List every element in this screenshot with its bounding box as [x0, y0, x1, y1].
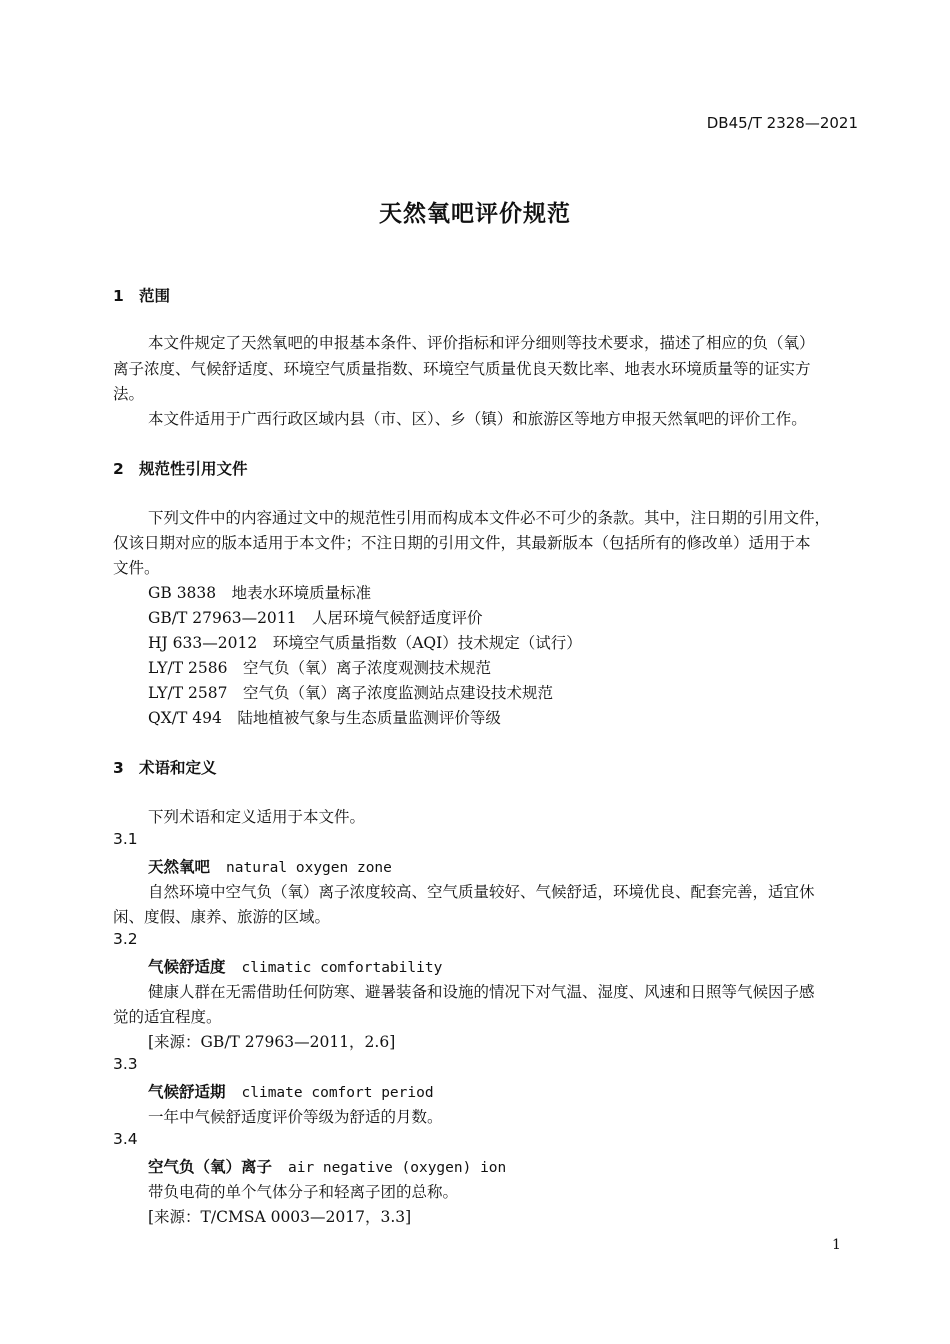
- term-en: air negative (oxygen) ion: [288, 1160, 507, 1176]
- section-number: 2: [113, 460, 124, 478]
- clause-number: 3.3: [113, 1055, 138, 1073]
- section-title: 术语和定义: [139, 759, 217, 777]
- document-number: DB45/T 2328—2021: [706, 114, 858, 132]
- term-title: [148, 955, 442, 977]
- section-title: 范围: [139, 287, 171, 305]
- section-3-heading: [113, 756, 217, 778]
- clause-number: 3.2: [113, 930, 138, 948]
- s2-paragraph-line-2: 仅该日期对应的版本适用于本文件；不注日期的引用文件，其最新版本（包括所有的修改单）适用于本: [113, 534, 811, 552]
- term-zh: 气候舒适期: [148, 1083, 226, 1101]
- s1-paragraph-2: 本文件适用于广西行政区域内县（市、区）、乡（镇）和旅游区等地方申报天然氧吧的评价工作。: [148, 410, 807, 428]
- term-definition-line-1: 带负电荷的单个气体分子和轻离子团的总称。: [148, 1183, 459, 1201]
- term-title: [148, 855, 392, 877]
- term-definition-line-1: 自然环境中空气负（氧）离子浓度较高、空气质量较好、气候舒适，环境优良、配套完善，适宜休: [148, 883, 815, 901]
- section-2-heading: [113, 457, 248, 479]
- term-zh: 气候舒适度: [148, 958, 226, 976]
- section-number: 3: [113, 759, 124, 777]
- reference-item: LY/T 2587 空气负（氧）离子浓度监测站点建设技术规范: [148, 684, 553, 702]
- reference-item: GB/T 27963—2011 人居环境气候舒适度评价: [148, 609, 483, 627]
- clause-number: 3.4: [113, 1130, 138, 1148]
- term-definition-line-2: 闲、度假、康养、旅游的区域。: [113, 908, 331, 926]
- s1-paragraph-1-line-2: 离子浓度、气候舒适度、环境空气质量指数、环境空气质量优良天数比率、地表水环境质量等的证实方: [113, 360, 811, 378]
- term-zh: 天然氧吧: [148, 858, 211, 876]
- term-en: climate comfort period: [241, 1085, 434, 1101]
- s2-paragraph-line-1: 下列文件中的内容通过文中的规范性引用而构成本文件必不可少的条款。其中，注日期的引用文件，: [148, 509, 831, 527]
- page-number: 1: [832, 1237, 841, 1253]
- term-definition-line-1: 一年中气候舒适度评价等级为舒适的月数。: [148, 1108, 443, 1126]
- term-definition-line-1: 健康人群在无需借助任何防寒、避暑装备和设施的情况下对气温、湿度、风速和日照等气候因子感: [148, 983, 815, 1001]
- reference-item: HJ 633—2012 环境空气质量指数（AQI）技术规定（试行）: [148, 634, 582, 652]
- term-en: natural oxygen zone: [226, 860, 392, 876]
- reference-item: GB 3838 地表水环境质量标准: [148, 584, 372, 602]
- reference-item: LY/T 2586 空气负（氧）离子浓度观测技术规范: [148, 659, 491, 677]
- term-definition-line-2: 觉的适宜程度。: [113, 1008, 222, 1026]
- term-source: [来源：T/CMSA 0003—2017，3.3]: [148, 1208, 412, 1226]
- term-source: [来源：GB/T 27963—2011，2.6]: [148, 1033, 396, 1051]
- section-number: 1: [113, 287, 124, 305]
- clause-number: 3.1: [113, 830, 138, 848]
- s1-paragraph-1-line-1: 本文件规定了天然氧吧的申报基本条件、评价指标和评分细则等技术要求，描述了相应的负（氧）: [148, 334, 815, 352]
- page-title: 天然氧吧评价规范: [379, 201, 571, 227]
- reference-item: QX/T 494 陆地植被气象与生态质量监测评价等级: [148, 709, 501, 727]
- term-title: [148, 1155, 506, 1177]
- section-1-heading: [113, 284, 170, 306]
- s3-intro: 下列术语和定义适用于本文件。: [148, 808, 366, 826]
- section-title: 规范性引用文件: [139, 460, 248, 478]
- term-title: [148, 1080, 434, 1102]
- s1-paragraph-1-line-3: 法。: [113, 385, 145, 403]
- term-zh: 空气负（氧）离子: [148, 1158, 273, 1176]
- s2-paragraph-line-3: 文件。: [113, 559, 160, 577]
- term-en: climatic comfortability: [241, 960, 443, 976]
